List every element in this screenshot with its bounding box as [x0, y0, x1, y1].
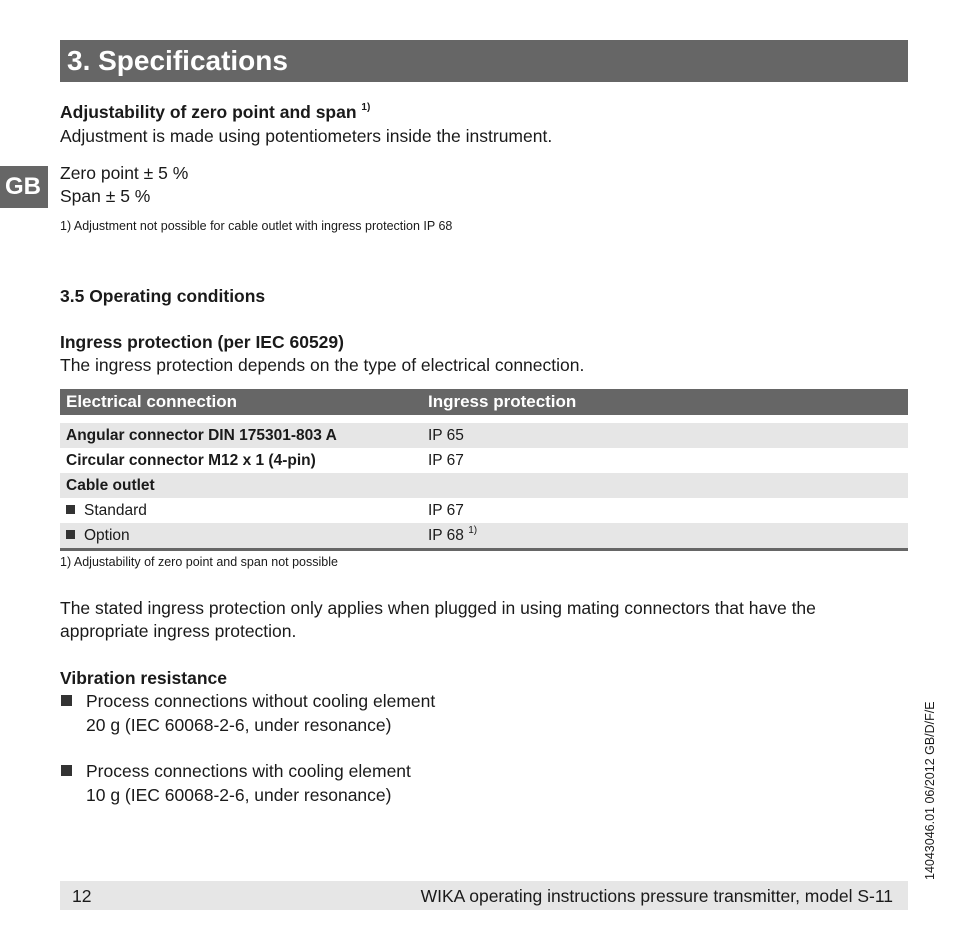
ingress-table	[60, 389, 908, 551]
connection-cell-text: Option	[84, 527, 130, 544]
vibration-heading: Vibration resistance	[60, 668, 227, 688]
bullet-square-icon	[66, 505, 75, 514]
operating-conditions-heading: 3.5 Operating conditions	[60, 286, 266, 306]
protection-cell-text: IP 68	[428, 527, 464, 544]
table-row	[60, 498, 908, 523]
ingress-description: The ingress protection depends on the type of electrical connection.	[60, 355, 585, 375]
protection-cell: IP 65	[428, 427, 464, 444]
vibration-item-title: Process connections with cooling element	[86, 761, 411, 781]
connection-cell: Angular connector DIN 175301-803 A	[66, 427, 337, 444]
adjustability-description: Adjustment is made using potentiometers inside the instrument.	[60, 126, 553, 146]
column-header-connection: Electrical connection	[66, 392, 237, 411]
connection-cell	[66, 523, 130, 548]
column-header-protection: Ingress protection	[428, 392, 577, 411]
vibration-item-value: 20 g (IEC 60068-2-6, under resonance)	[86, 715, 392, 735]
section-header	[60, 40, 908, 82]
bullet-square-icon	[61, 765, 72, 776]
span-value: Span ± 5 %	[60, 186, 151, 206]
language-tab	[0, 166, 48, 208]
protection-cell: IP 67	[428, 502, 464, 519]
protection-cell: IP 67	[428, 452, 464, 469]
page-footer	[60, 881, 908, 910]
connection-cell-text: Standard	[84, 502, 147, 519]
adjustability-heading-text: Adjustability of zero point and span	[60, 102, 357, 122]
adjustability-heading	[60, 100, 370, 124]
protection-note: 1)	[468, 524, 478, 536]
language-tab-label: GB	[5, 173, 41, 200]
ingress-note-line-1: The stated ingress protection only applies when plugged in using mating connectors that have the	[60, 598, 816, 618]
bullet-square-icon	[61, 695, 72, 706]
ingress-heading: Ingress protection (per IEC 60529)	[60, 332, 344, 352]
protection-cell	[428, 523, 477, 548]
zero-point-value: Zero point ± 5 %	[60, 163, 189, 183]
table-row	[60, 448, 908, 473]
table-row	[60, 523, 908, 548]
table-header	[60, 389, 908, 415]
ingress-footnote: 1) Adjustability of zero point and span not possible	[60, 555, 338, 569]
page-number: 12	[72, 886, 92, 906]
table-row	[60, 473, 908, 498]
bullet-square-icon	[66, 530, 75, 539]
table-bottom-rule	[60, 548, 908, 551]
connection-cell: Circular connector M12 x 1 (4-pin)	[66, 452, 316, 469]
connection-cell: Cable outlet	[66, 477, 155, 494]
connection-cell	[66, 498, 147, 523]
document-code: 14043046.01 06/2012 GB/D/F/E	[923, 701, 937, 880]
vibration-item-value: 10 g (IEC 60068-2-6, under resonance)	[86, 785, 392, 805]
ingress-note-line-2: appropriate ingress protection.	[60, 621, 297, 641]
table-row	[60, 423, 908, 448]
page-title: 3. Specifications	[67, 45, 288, 76]
adjustability-footnote: 1) Adjustment not possible for cable outlet with ingress protection IP 68	[60, 219, 453, 233]
adjustability-heading-note: 1)	[361, 102, 371, 114]
vibration-item-title: Process connections without cooling element	[86, 691, 436, 711]
footer-text: WIKA operating instructions pressure transmitter, model S-11	[420, 886, 893, 906]
